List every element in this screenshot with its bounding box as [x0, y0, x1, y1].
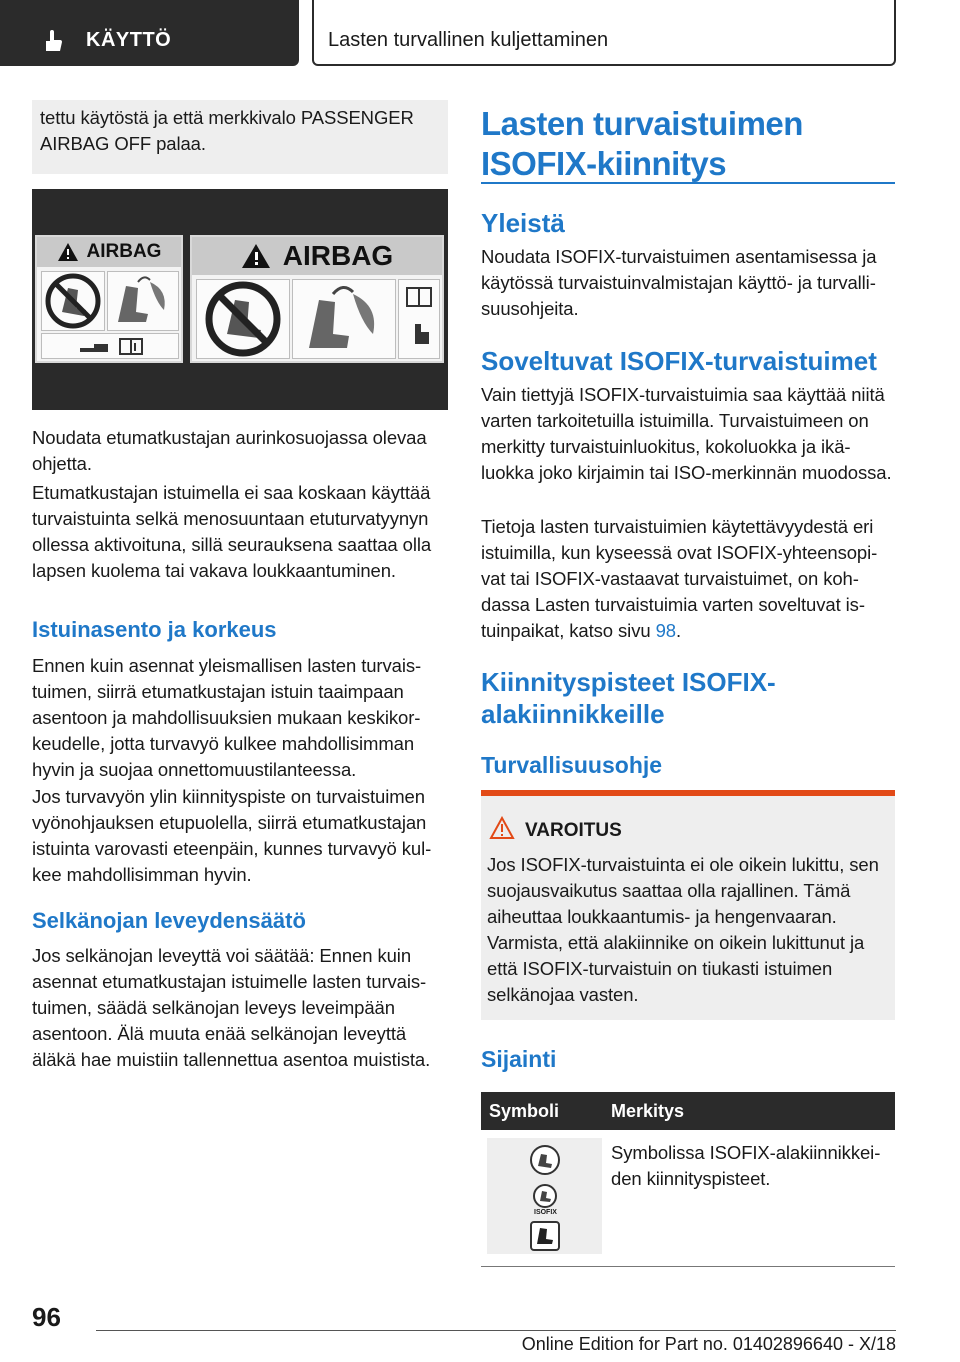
body-paragraph: Jos turvavyön ylin kiinnityspiste on turvaistuimen vyönohjauksen etupuolella, siirrä etumatkustajan istuinta varovasti eteenpäin, kunnes turvavyö kulkee mahdollisimman hyvin.: [32, 786, 432, 885]
body-paragraph: Etumatkustajan istuimella ei saa koskaan käyttää turvaistuinta selkä menosuuntaan etuturvatyynyn ollessa aktivoituna, sillä seurauksena saattaa olla lapsen kuolema tai vakava loukkaantuminen.: [32, 482, 432, 581]
title-rule: [481, 182, 895, 184]
continued-note-text: tettu käytöstä ja että merkkivalo PASSENGER AIRBAG OFF palaa.: [40, 107, 414, 154]
table-header-meaning: Merkitys: [611, 1101, 685, 1121]
heading-location: Sijainti: [481, 1046, 557, 1072]
continued-note: [32, 100, 448, 174]
isofix-label: ISOFIX: [534, 1209, 557, 1216]
page-reference-link[interactable]: 98: [655, 620, 676, 641]
airbag-sign-large-label: AIRBAG: [282, 240, 394, 271]
airbag-label-figure: [32, 189, 448, 410]
section-name: KÄYTTÖ: [86, 29, 172, 51]
body-paragraph: Noudata ISOFIX-turvaistuimen asentamisessa ja käytössä turvaistuinvalmistajan käyttö- ja turvallisuusohjeita.: [481, 246, 877, 319]
table-meaning-text: Symbolissa ISOFIX-alakiinnikkeiden kiinnityspisteet.: [611, 1142, 881, 1189]
table-header-symbol: Symboli: [489, 1101, 560, 1121]
body-paragraph: Jos selkänojan leveyttä voi säätää: Ennen kuin asennat etumatkustajan istuimelle lasten turvaistuimen, säädä selkänojan leveys leveimpään asentoon. Älä muuta enää selkänojan leveyttä äläkä hae muistiin tallennettua asentoa muistista.: [32, 945, 431, 1070]
page-number: 96: [32, 1302, 61, 1332]
heading-suitable-seats: Soveltuvat ISOFIX-turvaistuimet: [481, 346, 877, 376]
isofix-symbol-cell: [487, 1138, 602, 1254]
manual-pointer-icon: [399, 280, 439, 358]
isofix-anchor-icon: [487, 1138, 602, 1254]
no-child-seat-icon: [197, 280, 289, 358]
warning-triangle-icon: [241, 243, 271, 269]
airbag-deploy-icon: [293, 280, 395, 358]
airbag-deploy-icon: [108, 272, 178, 330]
heading-safety-note: Turvallisuusohje: [481, 752, 663, 778]
warning-box: [481, 790, 895, 1020]
footer-edition: Online Edition for Part no. 01402896640 - X/18: [521, 1334, 896, 1354]
body-paragraph: Ennen kuin asennat yleismallisen lasten turvaistuimen, siirrä etumatkustajan istuin taaimpaan asentoon ja mahdollisuuksien mukaan keskikorkeudelle, jotta turvavyö kulkee mahdollisimman hyvin ja suojaa onnettomuustilanteessa.: [32, 655, 422, 780]
body-paragraph: Tietoja lasten turvaistuimien käytettävyydestä eri istuimilla, kun kyseessä ovat ISOFIX-yhteensopivat tai ISOFIX-vastaavat turvaistuimet, on kohdassa Lasten turvaistuimia varten soveltuvat istuinpaikat, katso sivu 98.: [481, 516, 878, 641]
hand-pointer-icon: [40, 28, 66, 54]
airbag-sign-large: [190, 235, 444, 363]
footer-rule: [96, 1330, 896, 1331]
chapter-title: Lasten turvallinen kuljettaminen: [328, 29, 609, 51]
warning-triangle-icon: [57, 242, 79, 262]
heading-general: Yleistä: [481, 208, 565, 238]
pointer-manual-icon: [42, 334, 178, 358]
warning-title: VAROITUS: [525, 820, 622, 841]
symbol-table-header: [481, 1092, 895, 1130]
page-title: Lasten turvaistuimen ISOFIX-kiinnitys: [481, 105, 803, 182]
header-section-tab: [0, 0, 299, 66]
heading-anchor-points: Kiinnityspisteet ISOFIX-alakiinnikkeille: [481, 667, 776, 729]
heading-seat-position: Istuinasento ja korkeus: [32, 617, 277, 642]
body-paragraph: Vain tiettyjä ISOFIX-turvaistuimia saa käyttää niitä varten tarkoitetuilla istuimilla. Turvaistuimeen on merkitty turvaistuinluokitus, kokoluokka ja ikäluokka joko kirjaimin tai ISO-merkinnän muodossa.: [481, 384, 892, 483]
heading-backrest-width: Selkänojan leveydensäätö: [32, 908, 306, 933]
warning-triangle-icon: [489, 816, 515, 840]
airbag-sign-small-label: AIRBAG: [86, 241, 162, 262]
no-child-seat-icon: [42, 272, 104, 330]
body-paragraph: Noudata etumatkustajan aurinkosuojassa olevaa ohjetta.: [32, 427, 427, 474]
header-chapter-tab: [312, 0, 896, 66]
table-bottom-rule: [481, 1266, 895, 1267]
airbag-sign-small: [35, 235, 183, 363]
warning-text: Jos ISOFIX-turvaistuinta ei ole oikein lukittu, sen suojausvaikutus saattaa olla rajallinen. Tämä aiheuttaa loukkaantumis- ja hengenvaaran. Varmista, että alakiinnike on oikein lukittunut ja että ISOFIX-turvaistuin on tiukasti istuimen selkänojaa vasten.: [487, 854, 879, 1005]
